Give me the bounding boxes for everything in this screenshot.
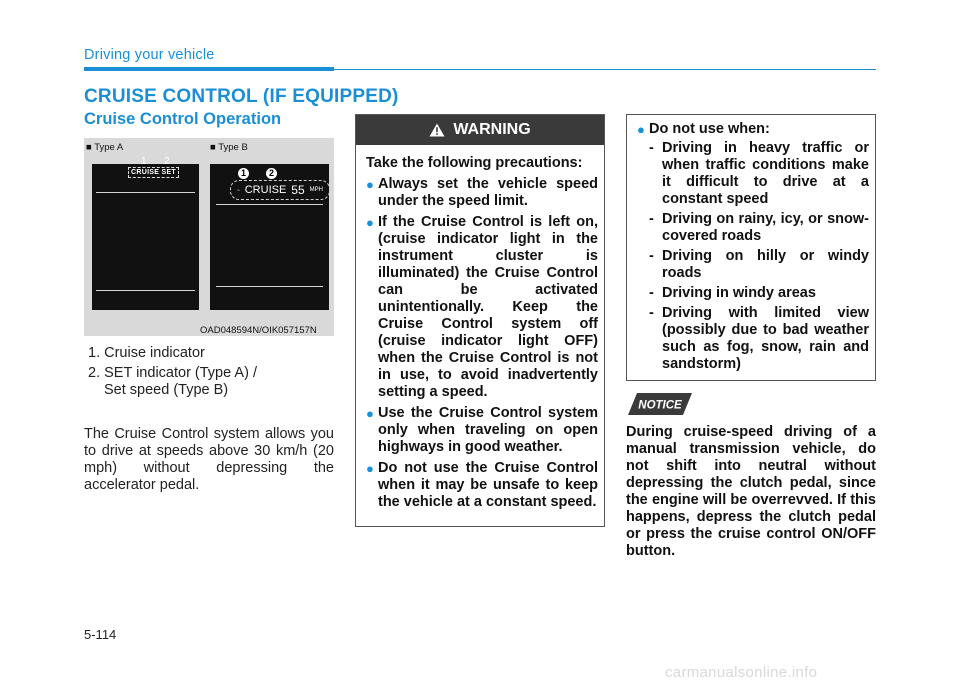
screen-rule (96, 192, 195, 193)
header-rule (334, 69, 876, 70)
set-speed-value: 55 (291, 183, 305, 197)
type-b-screen (210, 164, 329, 310)
speed-unit: MPH (309, 187, 323, 193)
type-b-label: ■ Type B (210, 142, 248, 153)
bullet-icon: ● (366, 461, 374, 476)
screen-rule (216, 286, 323, 287)
legend-item-1: 1. Cruise indicator (88, 345, 205, 361)
warning-content (366, 155, 598, 515)
warning-header (356, 115, 604, 145)
bullet-icon: ● (366, 406, 374, 421)
callout-2: 2 (266, 168, 277, 179)
warning-bullet: ● Do not use the Cruise Control when it may be unsafe to keep the vehicle at a constant speed. (366, 460, 598, 510)
do-not-use-lead: ● Do not use when: (637, 121, 770, 137)
condition-item: - Driving with limited view (possibly due to bad weather such as fog, snow, rain and sandstorm) (649, 305, 869, 372)
notice-text: During cruise-speed driving of a manual transmission vehicle, do not shift into neutral without depressing the clutch pedal, since the engine will be overrevved. If this happens, depress the clutch pedal or press the cruise control ON/OFF button. (626, 424, 876, 559)
section-subtitle: Cruise Control Operation (84, 110, 282, 128)
callout-2: 2 (164, 156, 170, 167)
warning-bullet: ● If the Cruise Control is left on, (cruise indicator light in the instrument cluster is illuminated) the Cruise Control can be activated unintentionally. Keep the Cruise Control system off (cruise indicator light OFF) when the Cruise Control is not in use, to avoid inadvertently setting a speed. (366, 214, 598, 400)
speedometer-icon (237, 185, 240, 195)
watermark: carmanualsonline.info (665, 664, 818, 681)
warning-triangle-icon (429, 123, 445, 137)
page-title: CRUISE CONTROL (IF EQUIPPED) (84, 86, 399, 107)
condition-item: - Driving in heavy traffic or when traffic conditions make it difficult to drive at a constant speed (649, 140, 869, 207)
section-label: Driving your vehicle (84, 47, 215, 63)
notice-label: NOTICE (638, 399, 682, 412)
cruise-speed-indicator (230, 180, 330, 200)
condition-item: - Driving on rainy, icy, or snow-covered roads (649, 211, 869, 244)
condition-item: - Driving on hilly or windy roads (649, 248, 869, 281)
figure-code: OAD048594N/OIK057157N (200, 325, 317, 336)
screen-rule (96, 290, 195, 291)
instrument-figure (84, 138, 334, 336)
warning-box (355, 114, 605, 527)
callout-1: 1 (238, 168, 249, 179)
type-a-screen (92, 156, 199, 310)
do-not-use-box (626, 114, 876, 381)
legend-item-2b: Set speed (Type B) (104, 382, 229, 398)
screen-rule (216, 204, 323, 205)
bullet-icon: ● (637, 122, 645, 137)
callout-1: 1 (141, 156, 147, 167)
warning-bullet: ● Always set the vehicle speed under the speed limit. (366, 176, 598, 209)
cruise-set-indicator: CRUISE SET (128, 167, 179, 178)
intro-paragraph: The Cruise Control system allows you to drive at speeds above 30 km/h (20 mph) without depressing the accelerator pedal. (84, 426, 334, 493)
type-a-label: ■ Type A (86, 142, 124, 153)
page-number: 5-114 (84, 627, 117, 642)
warning-bullet: ● Use the Cruise Control system only when traveling on open highways in good weather. (366, 405, 598, 455)
legend-item-2: 2. SET indicator (Type A) / (88, 365, 257, 381)
header-bar (84, 67, 334, 71)
cruise-label: CRUISE (244, 184, 287, 196)
do-not-use-content (637, 121, 869, 376)
condition-item: - Driving in windy areas (649, 285, 816, 301)
warning-label: WARNING (453, 121, 531, 138)
warning-lead: Take the following precautions: (366, 155, 583, 171)
notice-badge (628, 393, 692, 415)
bullet-icon: ● (366, 177, 374, 192)
bullet-icon: ● (366, 215, 374, 230)
